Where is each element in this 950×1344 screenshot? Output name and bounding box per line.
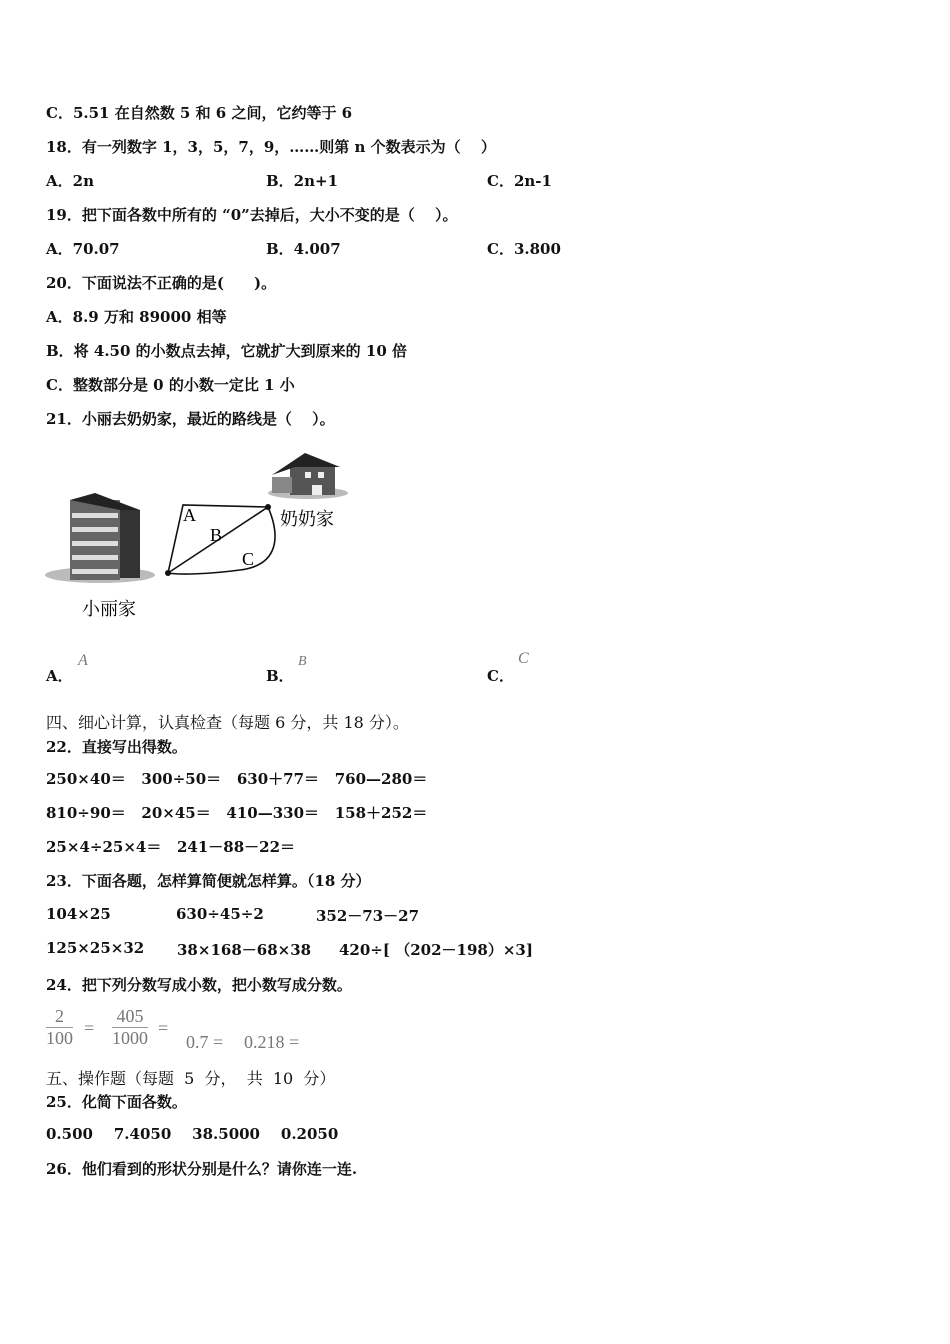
q23-item: 630÷45÷2 (176, 905, 264, 923)
q22-stem: 22．直接写出得数。 (46, 738, 187, 756)
q26-stem: 26．他们看到的形状分别是什么？请你连一连. (46, 1160, 358, 1178)
q24-stem: 24．把下列分数写成小数，把小数写成分数。 (46, 976, 352, 994)
q23-stem: 23．下面各题，怎样算简便就怎样算。（18 分） (46, 872, 371, 890)
fraction-2-100: $\frac{2}{100}$ (46, 1006, 73, 1048)
q20-option-c: C．整数部分是 0 的小数一定比 1 小 (46, 376, 295, 394)
q20-stem: 20．下面说法不正确的是( )。 (46, 274, 277, 292)
q18-stem: 18．有一列数字 1，3，5，7，9，……则第 n 个数表示为（ ） (46, 138, 496, 156)
q23-item: 104×25 (46, 905, 111, 923)
equals-sign: = (158, 1018, 169, 1038)
q21-option-a: A． (46, 667, 73, 685)
q19-option-c: C．3.800 (487, 240, 561, 258)
q23-item: 352－73－27 (316, 907, 420, 925)
q18-option-c: C．2n-1 (487, 172, 552, 190)
q21-option-a-value: A (78, 652, 88, 669)
route-label-c: C (242, 549, 255, 569)
q20-option-a: A．8.9 万和 89000 相等 (46, 308, 227, 326)
q22-row: 250×40＝ 300÷50＝ 630＋77＝ 760—280＝ (46, 770, 428, 788)
q22-row: 25×4÷25×4＝ 241－88－22＝ (46, 838, 296, 856)
route-label-b: B (210, 525, 223, 545)
q21-option-b: B． (266, 667, 294, 685)
q23-item: 420÷[ （202－198）×3] (339, 941, 533, 959)
q18-option-b: B．2n+1 (266, 172, 339, 190)
q21-stem: 21．小丽去奶奶家，最近的路线是（ ）。 (46, 410, 335, 428)
section-4-heading: 四、细心计算，认真检查（每题 6 分，共 18 分）。 (46, 713, 409, 732)
q17-option-c: C．5.51 在自然数 5 和 6 之间，它约等于 6 (46, 104, 353, 122)
route-label-a: A (183, 505, 196, 525)
q20-option-b: B．将 4.50 的小数点去掉，它就扩大到原来的 10 倍 (46, 342, 407, 360)
q21-option-c: C． (487, 667, 514, 685)
q21-option-c-value: C (518, 650, 529, 667)
decimal-0-218: 0.218 = (244, 1032, 300, 1052)
q25-values: 0.500 7.4050 38.5000 0.2050 (46, 1125, 339, 1143)
fraction-405-1000: $\frac{405}{1000}$ (112, 1006, 148, 1048)
q25-stem: 25．化简下面各数。 (46, 1093, 187, 1111)
xiaoli-home-label: 小丽家 (82, 599, 136, 620)
q19-stem: 19．把下面各数中所有的 “0”去掉后，大小不变的是（ ）。 (46, 206, 458, 224)
q23-item: 125×25×32 (46, 939, 145, 957)
equals-sign: = (84, 1018, 95, 1038)
q22-row: 810÷90＝ 20×45＝ 410—330＝ 158＋252＝ (46, 804, 428, 822)
q21-option-b-value: B (298, 654, 307, 669)
house-icon (268, 453, 348, 499)
apartment-building-icon (45, 493, 155, 583)
q18-option-a: A．2n (46, 172, 94, 190)
decimal-0-7: 0.7 = (186, 1032, 224, 1052)
section-5-heading: 五、操作题（每题 5 分， 共 10 分） (46, 1069, 336, 1088)
grandma-home-label: 奶奶家 (280, 509, 334, 530)
q19-option-a: A．70.07 (46, 240, 120, 258)
q19-option-b: B．4.007 (266, 240, 341, 258)
route-figure (40, 445, 360, 625)
q23-item: 38×168－68×38 (177, 941, 312, 959)
